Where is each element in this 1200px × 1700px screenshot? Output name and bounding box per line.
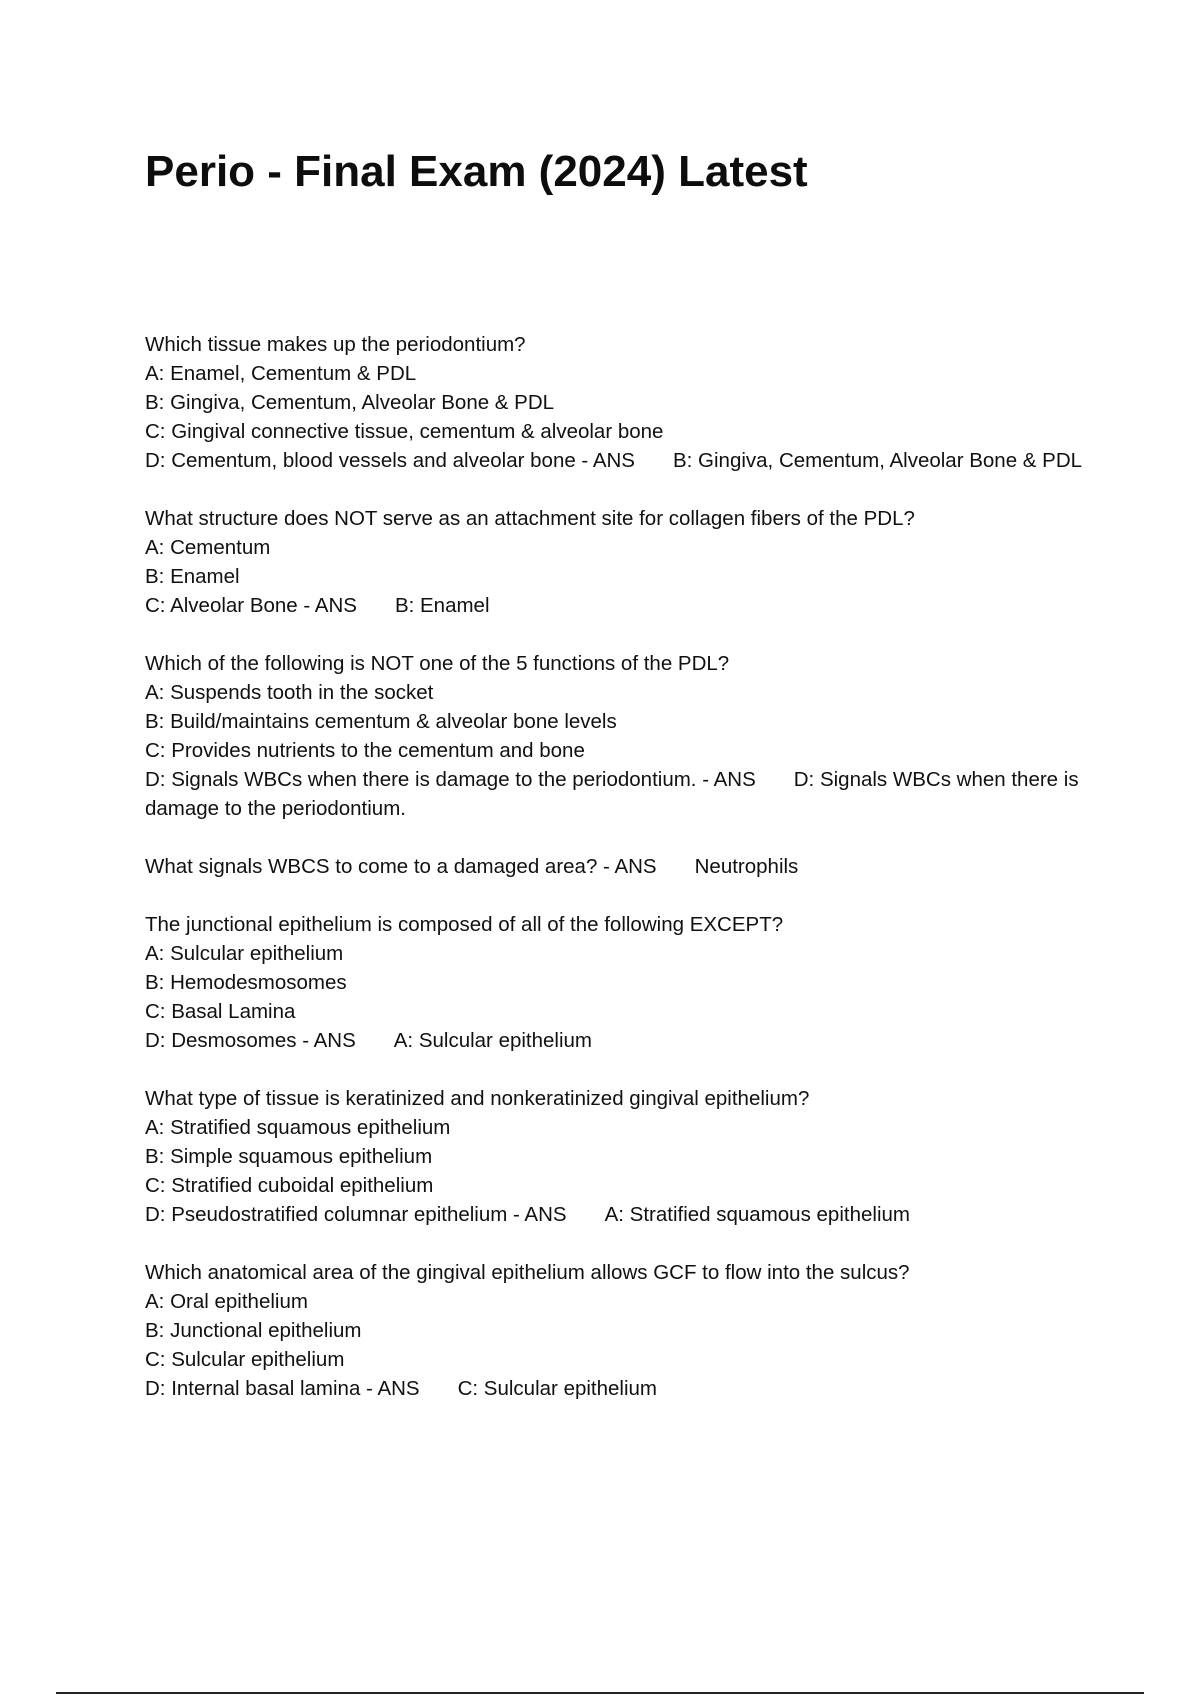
last-option: D: Internal basal lamina - ANS xyxy=(145,1377,420,1400)
question-block xyxy=(145,852,1095,881)
question-text: Which of the following is NOT one of the 5 functions of the PDL? xyxy=(145,652,730,675)
correct-answer: Neutrophils xyxy=(694,855,799,878)
answer-option: B: Gingiva, Cementum, Alveolar Bone & PDL xyxy=(145,391,555,414)
final-option-line xyxy=(145,446,1095,475)
correct-answer: B: Enamel xyxy=(394,594,490,617)
question-text: What type of tissue is keratinized and nonkeratinized gingival epithelium? xyxy=(145,1087,810,1110)
question-list xyxy=(145,330,1095,1432)
last-option: C: Alveolar Bone - ANS xyxy=(145,594,357,617)
answer-option: A: Oral epithelium xyxy=(145,1290,308,1313)
answer-option: A: Sulcular epithelium xyxy=(145,942,344,965)
final-option-line xyxy=(145,1026,1095,1055)
last-option: D: Signals WBCs when there is damage to the periodontium. - ANS xyxy=(145,768,756,791)
answer-option: B: Hemodesmosomes xyxy=(145,971,347,994)
question-text: The junctional epithelium is composed of all of the following EXCEPT? xyxy=(145,913,784,936)
correct-answer: A: Stratified squamous epithelium xyxy=(604,1203,910,1226)
answer-option: A: Suspends tooth in the socket xyxy=(145,681,434,704)
answer-option: C: Gingival connective tissue, cementum & alveolar bone xyxy=(145,420,664,443)
question-block xyxy=(145,330,1095,475)
correct-answer: C: Sulcular epithelium xyxy=(457,1377,658,1400)
question-block xyxy=(145,504,1095,620)
final-option-line xyxy=(145,852,1095,881)
answer-option: A: Enamel, Cementum & PDL xyxy=(145,362,417,385)
answer-option: C: Sulcular epithelium xyxy=(145,1348,345,1371)
last-option: D: Desmosomes - ANS xyxy=(145,1029,356,1052)
answer-option: B: Simple squamous epithelium xyxy=(145,1145,433,1168)
question-text: What structure does NOT serve as an attachment site for collagen fibers of the PDL? xyxy=(145,507,915,530)
final-option-line xyxy=(145,765,1095,823)
correct-answer: D: Signals WBCs when there is damage to the periodontium. xyxy=(145,768,1079,820)
last-option: D: Pseudostratified columnar epithelium - ANS xyxy=(145,1203,567,1226)
question-block xyxy=(145,649,1095,823)
answer-option: B: Junctional epithelium xyxy=(145,1319,362,1342)
question-text: Which tissue makes up the periodontium? xyxy=(145,333,526,356)
correct-answer: A: Sulcular epithelium xyxy=(393,1029,593,1052)
answer-option: C: Basal Lamina xyxy=(145,1000,296,1023)
last-option: D: Cementum, blood vessels and alveolar bone - ANS xyxy=(145,449,635,472)
question-block xyxy=(145,1258,1095,1403)
answer-option: B: Enamel xyxy=(145,565,240,588)
answer-option: A: Cementum xyxy=(145,536,271,559)
footer-divider xyxy=(56,1692,1144,1694)
answer-option: A: Stratified squamous epithelium xyxy=(145,1116,451,1139)
answer-option: C: Provides nutrients to the cementum and bone xyxy=(145,739,585,762)
question-block xyxy=(145,910,1095,1055)
correct-answer: B: Gingiva, Cementum, Alveolar Bone & PDL xyxy=(672,449,1083,472)
question-text: Which anatomical area of the gingival epithelium allows GCF to flow into the sulcus? xyxy=(145,1261,910,1284)
final-option-line xyxy=(145,591,1095,620)
page-title: Perio - Final Exam (2024) Latest xyxy=(145,147,808,196)
answer-option: B: Build/maintains cementum & alveolar bone levels xyxy=(145,710,617,733)
final-option-line xyxy=(145,1374,1095,1403)
final-option-line xyxy=(145,1200,1095,1229)
question-block xyxy=(145,1084,1095,1229)
answer-option: C: Stratified cuboidal epithelium xyxy=(145,1174,434,1197)
last-option: What signals WBCS to come to a damaged area? - ANS xyxy=(145,855,657,878)
